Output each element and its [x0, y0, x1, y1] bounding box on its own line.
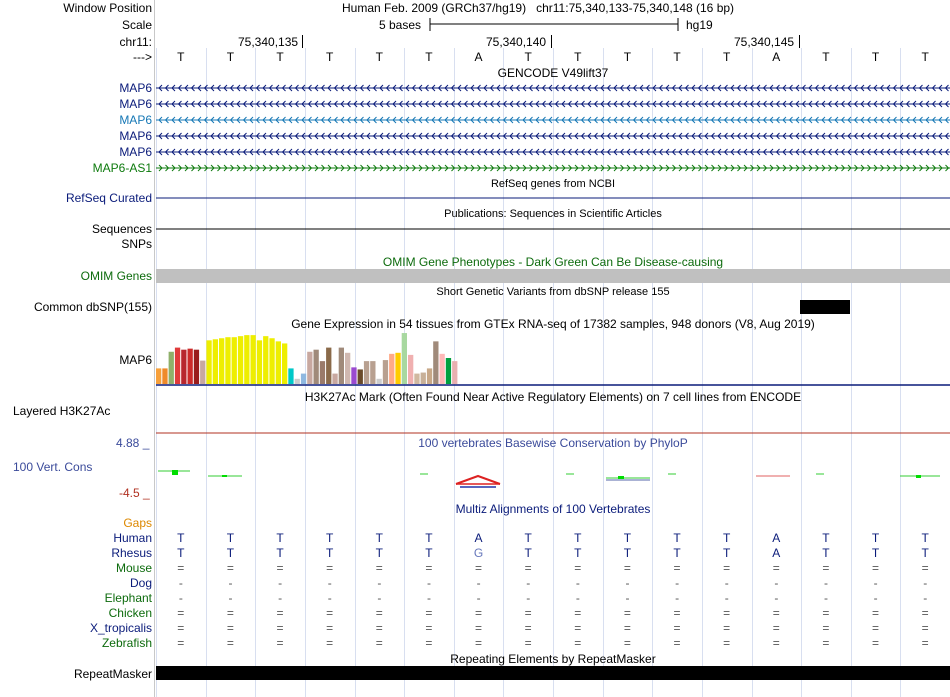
alignment-base: -	[278, 591, 283, 605]
alignment-base: =	[177, 561, 185, 575]
window-position-label: Window Position	[63, 1, 152, 15]
chrom-label: chr11:	[119, 35, 152, 49]
alignment-base: =	[524, 621, 532, 635]
gtex-tissue-bar[interactable]	[408, 355, 413, 384]
alignment-base: T	[673, 546, 681, 560]
dbsnp-track-label[interactable]: Common dbSNP(155)	[33, 300, 152, 314]
alignment-base: -	[625, 576, 630, 590]
alignment-base: =	[475, 606, 483, 620]
gene-feature[interactable]	[156, 133, 950, 139]
omim-track-title[interactable]: OMIM Gene Phenotypes - Dark Green Can Be Disease-causing	[382, 255, 724, 269]
gtex-tissue-bar[interactable]	[225, 337, 230, 384]
alignment-base: T	[623, 531, 632, 545]
gtex-tissue-bar[interactable]	[219, 338, 224, 384]
base-letter: T	[524, 50, 532, 64]
alignment-base: T	[871, 546, 880, 560]
alignment-base: -	[327, 591, 332, 605]
alignment-base: -	[923, 576, 928, 590]
gtex-tissue-bar[interactable]	[433, 341, 438, 384]
gtex-tissue-bar[interactable]	[364, 361, 369, 384]
base-letter: T	[375, 50, 383, 64]
alignment-base: T	[226, 546, 235, 560]
gtex-tissue-bar[interactable]	[276, 341, 281, 384]
alignment-base: =	[623, 606, 631, 620]
base-letter: T	[276, 50, 284, 64]
alignment-base: -	[526, 591, 531, 605]
alignment-base: -	[923, 591, 928, 605]
species-label[interactable]: Elephant	[104, 591, 152, 605]
alignment-base: T	[326, 546, 334, 560]
base-letter: T	[623, 50, 632, 64]
alignment-base: T	[822, 546, 830, 560]
gtex-tissue-bar[interactable]	[188, 349, 193, 384]
gtex-tissue-bar[interactable]	[402, 333, 407, 384]
gtex-tissue-bar[interactable]	[383, 360, 388, 384]
species-label[interactable]: Mouse	[115, 561, 152, 575]
gtex-tissue-bar[interactable]	[206, 340, 211, 384]
multiz-gaps-label: Gaps	[123, 516, 152, 530]
alignment-base: A	[772, 546, 781, 560]
phylop-signal	[158, 470, 940, 487]
alignment-base: -	[178, 576, 183, 590]
alignment-base: T	[574, 531, 582, 545]
gtex-tissue-bar[interactable]	[370, 361, 375, 384]
gtex-tissue-bar[interactable]	[320, 361, 325, 384]
alignment-base: =	[723, 606, 731, 620]
alignment-base: =	[574, 636, 582, 650]
gtex-tissue-bar[interactable]	[156, 368, 161, 384]
alignment-base: =	[425, 636, 433, 650]
alignment-base: =	[673, 606, 681, 620]
base-letter: T	[425, 50, 433, 64]
base-letter: T	[177, 50, 185, 64]
alignment-base: -	[724, 576, 729, 590]
gtex-tissue-bar[interactable]	[326, 348, 331, 384]
gtex-tissue-bar[interactable]	[307, 352, 312, 384]
alignment-base: T	[276, 531, 284, 545]
alignment-base: =	[276, 561, 284, 575]
alignment-base: T	[177, 546, 185, 560]
gene-label[interactable]: MAP6	[119, 81, 152, 95]
species-label[interactable]: Chicken	[108, 606, 152, 620]
alignment-base: =	[276, 621, 284, 635]
alignment-base: =	[673, 621, 681, 635]
alignment-base: =	[872, 561, 880, 575]
alignment-base: =	[623, 621, 631, 635]
alignment-base: T	[921, 546, 929, 560]
alignment-base: =	[326, 636, 334, 650]
gene-feature[interactable]	[156, 85, 950, 91]
alignment-base: -	[426, 576, 431, 590]
base-letter: T	[723, 50, 731, 64]
species-label[interactable]: Dog	[129, 576, 152, 590]
alignment-base: =	[375, 606, 383, 620]
alignment-base: =	[822, 561, 830, 575]
gtex-tissue-bar[interactable]	[263, 336, 268, 384]
alignment-base: =	[177, 606, 185, 620]
gtex-tissue-bar[interactable]	[345, 353, 350, 384]
species-label[interactable]: Rhesus	[111, 546, 152, 560]
alignment-base: A	[772, 531, 781, 545]
alignment-base: =	[475, 621, 483, 635]
alignment-base: =	[475, 636, 483, 650]
alignment-base: =	[822, 621, 830, 635]
alignment-base: =	[326, 621, 334, 635]
phylop-min-label: -4.5 _	[119, 486, 150, 500]
alignment-base: -	[625, 591, 630, 605]
omim-gene-bar[interactable]	[156, 269, 950, 283]
gtex-tissue-bar[interactable]	[244, 335, 249, 384]
gtex-tissue-bar[interactable]	[314, 350, 319, 384]
alignment-base: =	[177, 621, 185, 635]
gtex-tissue-bar[interactable]	[332, 374, 337, 384]
alignment-base: =	[475, 561, 483, 575]
alignment-base: =	[723, 621, 731, 635]
alignment-base: T	[425, 531, 433, 545]
h3k27ac-track-title[interactable]: H3K27Ac Mark (Often Found Near Active Regulatory Elements) on 7 cell lines from ENCODE	[304, 390, 802, 404]
gtex-tissue-bar[interactable]	[440, 354, 445, 384]
alignment-base: -	[823, 591, 828, 605]
gene-feature[interactable]	[156, 117, 950, 123]
alignment-base: =	[723, 636, 731, 650]
alignment-base: =	[921, 606, 929, 620]
alignment-base: T	[276, 546, 284, 560]
alignment-base: =	[226, 606, 234, 620]
alignment-base: -	[526, 576, 531, 590]
gtex-tissue-bar[interactable]	[238, 336, 243, 384]
alignment-base: =	[276, 606, 284, 620]
gtex-tissue-bar[interactable]	[194, 350, 199, 384]
gtex-tissue-bar[interactable]	[232, 337, 237, 384]
base-letter: T	[574, 50, 582, 64]
gtex-tissue-bar[interactable]	[282, 343, 287, 384]
alignment-base: -	[575, 591, 580, 605]
alignment-base: =	[226, 636, 234, 650]
alignment-base: -	[426, 591, 431, 605]
alignment-base: =	[772, 606, 780, 620]
gtex-track-title[interactable]: Gene Expression in 54 tissues from GTEx RNA-seq of 17382 samples, 948 donors (V8, Aug 2019)	[291, 317, 815, 331]
gene-label[interactable]: MAP6	[119, 97, 152, 111]
alignment-base: =	[772, 636, 780, 650]
alignment-base: T	[723, 531, 731, 545]
alignment-base: =	[673, 561, 681, 575]
alignment-base: =	[326, 561, 334, 575]
alignment-base: -	[476, 591, 481, 605]
gene-label[interactable]: MAP6-AS1	[92, 161, 152, 175]
alignment-base: =	[921, 561, 929, 575]
alignment-base: T	[177, 531, 185, 545]
gtex-tissue-bar[interactable]	[351, 367, 356, 384]
coordinate-tick-mark-1	[302, 35, 303, 48]
alignment-base: -	[774, 576, 779, 590]
gtex-tissue-bar[interactable]	[169, 352, 174, 384]
alignment-base: =	[226, 561, 234, 575]
alignment-base: -	[575, 576, 580, 590]
refseq-track-title[interactable]: RefSeq genes from NCBI	[490, 178, 616, 190]
alignment-base: T	[226, 531, 235, 545]
gtex-tissue-bar[interactable]	[339, 348, 344, 384]
alignment-base: =	[872, 606, 880, 620]
alignment-base: =	[326, 606, 334, 620]
alignment-base: =	[276, 636, 284, 650]
alignment-base: =	[524, 636, 532, 650]
alignment-base: -	[178, 591, 183, 605]
gene-feature[interactable]	[156, 165, 950, 171]
gtex-tissue-bar[interactable]	[421, 373, 426, 384]
phylop-track-label[interactable]: 100 Vert. Cons	[13, 460, 93, 474]
alignment-base: T	[623, 546, 632, 560]
alignment-base: =	[921, 621, 929, 635]
omim-track-label[interactable]: OMIM Genes	[80, 269, 152, 283]
coordinate-tick-mark-3	[799, 35, 800, 48]
alignment-base: -	[377, 576, 382, 590]
snps-group-label: SNPs	[121, 237, 152, 251]
alignment-base: =	[772, 621, 780, 635]
alignment-base: T	[425, 546, 433, 560]
coordinate-tick-2: 75,340,140	[486, 35, 547, 49]
alignment-base: T	[723, 546, 731, 560]
gtex-tissue-bar[interactable]	[427, 368, 432, 384]
alignment-base: =	[623, 636, 631, 650]
alignment-base: A	[474, 531, 483, 545]
gtex-tissue-bar[interactable]	[257, 340, 262, 384]
alignment-base: -	[675, 591, 680, 605]
gene-label[interactable]: MAP6	[119, 145, 152, 159]
coordinate-tick-mark-2	[551, 35, 552, 48]
gtex-tissue-bar[interactable]	[200, 361, 205, 384]
phylop-track-title[interactable]: 100 vertebrates Basewise Conservation by PhyloP	[418, 436, 688, 450]
alignment-base: -	[228, 591, 233, 605]
scale-text: 5 bases	[379, 18, 422, 32]
coordinate-tick-1: 75,340,135	[238, 35, 299, 49]
gtex-tissue-bar[interactable]	[175, 348, 180, 384]
alignment-base: =	[574, 606, 582, 620]
gtex-tissue-bar[interactable]	[395, 353, 400, 384]
alignment-base: =	[574, 621, 582, 635]
alignment-base: T	[375, 531, 383, 545]
alignment-base: =	[822, 606, 830, 620]
gtex-tissue-bar[interactable]	[389, 354, 394, 384]
alignment-base: =	[524, 606, 532, 620]
alignment-base: =	[375, 636, 383, 650]
alignment-base: T	[921, 531, 929, 545]
gtex-tissue-bar[interactable]	[301, 374, 306, 384]
alignment-base: =	[425, 621, 433, 635]
alignment-base: =	[425, 606, 433, 620]
alignment-base: -	[873, 591, 878, 605]
assembly-label: hg19	[686, 18, 713, 32]
species-label[interactable]: Zebrafish	[101, 636, 152, 650]
publications-track-label[interactable]: Sequences	[91, 222, 152, 236]
gtex-tissue-bar[interactable]	[251, 335, 256, 384]
alignment-base: -	[228, 576, 233, 590]
dbsnp-variant[interactable]	[800, 300, 850, 314]
gtex-tissue-bar[interactable]	[452, 361, 457, 384]
window-position-text: Human Feb. 2009 (GRCh37/hg19) chr11:75,340,133-75,340,148 (16 bp)	[342, 1, 735, 15]
alignment-base: -	[327, 576, 332, 590]
dbsnp-track-title[interactable]: Short Genetic Variants from dbSNP release 155	[436, 286, 670, 298]
base-letter: T	[326, 50, 334, 64]
alignment-base: =	[177, 636, 185, 650]
gene-feature[interactable]	[156, 149, 950, 155]
gtex-tissue-bar[interactable]	[213, 339, 218, 384]
gtex-tissue-bar[interactable]	[414, 374, 419, 384]
alignment-base: -	[823, 576, 828, 590]
scale-label: Scale	[121, 18, 152, 32]
phylop-max-label: 4.88 _	[116, 436, 150, 450]
gtex-tissue-bar[interactable]	[181, 350, 186, 384]
base-letter: T	[822, 50, 830, 64]
alignment-base: T	[524, 531, 532, 545]
alignment-base: =	[872, 621, 880, 635]
alignment-base: =	[375, 621, 383, 635]
gtex-tissue-bar[interactable]	[358, 369, 363, 384]
alignment-base: =	[574, 561, 582, 575]
gtex-tissue-bar[interactable]	[162, 368, 167, 384]
alignment-base: =	[623, 561, 631, 575]
alignment-base: -	[278, 576, 283, 590]
alignment-base: =	[921, 636, 929, 650]
alignment-base: =	[375, 561, 383, 575]
alignment-base: T	[673, 531, 681, 545]
gencode-track-title[interactable]: GENCODE V49lift37	[497, 66, 609, 80]
gtex-tissue-bar[interactable]	[269, 338, 274, 384]
coordinate-tick-3: 75,340,145	[734, 35, 795, 49]
gtex-tissue-bar[interactable]	[295, 379, 300, 384]
alignment-base: =	[425, 561, 433, 575]
multiz-track-title[interactable]: Multiz Alignments of 100 Vertebrates	[455, 502, 651, 516]
gtex-track-label[interactable]: MAP6	[119, 353, 152, 367]
base-letter: T	[921, 50, 929, 64]
alignment-base: G	[473, 546, 484, 560]
alignment-base: -	[675, 576, 680, 590]
gtex-tissue-bar[interactable]	[446, 358, 451, 384]
alignment-base: =	[673, 636, 681, 650]
alignment-base: T	[375, 546, 383, 560]
alignment-base: T	[822, 531, 830, 545]
alignment-base: T	[871, 531, 880, 545]
alignment-base: T	[326, 531, 334, 545]
gtex-tissue-bar[interactable]	[288, 368, 293, 384]
refseq-track-label[interactable]: RefSeq Curated	[65, 191, 152, 205]
publications-track-title[interactable]: Publications: Sequences in Scientific Articles	[444, 208, 662, 220]
gtex-tissue-bar[interactable]	[377, 379, 382, 384]
alignment-base: -	[873, 576, 878, 590]
gene-feature[interactable]	[156, 101, 950, 107]
alignment-base: =	[772, 561, 780, 575]
gene-label[interactable]: MAP6	[119, 129, 152, 143]
alignment-base: -	[377, 591, 382, 605]
alignment-base: =	[822, 636, 830, 650]
alignment-base: =	[872, 636, 880, 650]
repeatmasker-track-label[interactable]: RepeatMasker	[73, 667, 152, 681]
alignment-base: =	[524, 561, 532, 575]
repeatmasker-block[interactable]	[156, 666, 950, 680]
base-letter: T	[871, 50, 880, 64]
repeatmasker-track-title[interactable]: Repeating Elements by RepeatMasker	[450, 652, 656, 666]
alignment-base: =	[723, 561, 731, 575]
base-letter: T	[673, 50, 681, 64]
species-label[interactable]: X_tropicalis	[89, 621, 152, 635]
base-letter: A	[772, 50, 781, 64]
strand-label: --->	[133, 50, 152, 64]
alignment-base: T	[524, 546, 532, 560]
species-label[interactable]: Human	[113, 531, 152, 545]
base-letter: T	[226, 50, 235, 64]
alignment-base: T	[574, 546, 582, 560]
alignment-base: =	[226, 621, 234, 635]
base-letter: A	[474, 50, 483, 64]
h3k27ac-track-label[interactable]: Layered H3K27Ac	[13, 404, 111, 418]
alignment-base: -	[476, 576, 481, 590]
alignment-base: -	[724, 591, 729, 605]
gtex-bars[interactable]	[156, 333, 457, 384]
gene-label[interactable]: MAP6	[119, 113, 152, 127]
alignment-base: -	[774, 591, 779, 605]
